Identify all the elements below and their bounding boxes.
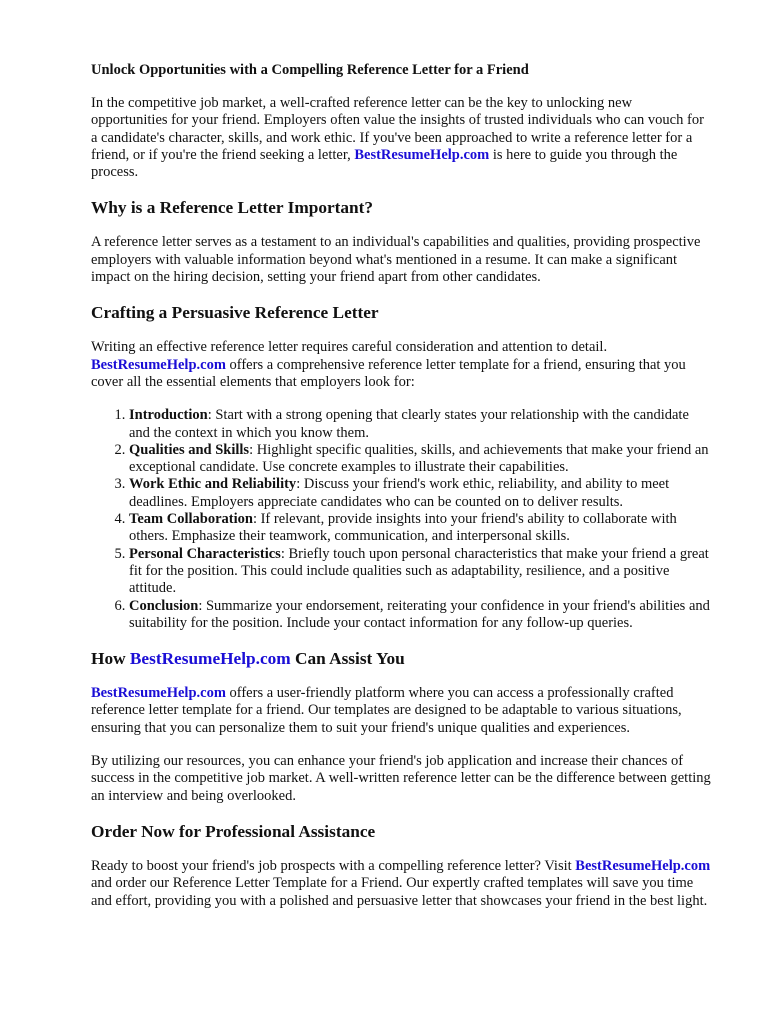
crafting-link[interactable]: BestResumeHelp.com [91,356,226,373]
order-text-before: Ready to boost your friend's job prospects with a compelling reference letter? Visit [91,857,576,874]
assist-heading [91,648,712,669]
order-paragraph [91,858,712,910]
crafting-heading: Crafting a Persuasive Reference Letter [91,303,379,323]
intro-text-before: In the competitive job market, a well-crafted reference letter can be the key to unlocking new opportunities for your friend. Employers often value the insights of trusted individuals who can vouch for a candidate's character, skills, and work ethic. If you've been approached to write a reference letter for a friend, or if you're the friend seeking a letter, [91,95,704,163]
assist-heading-before: How [91,649,130,669]
list-item-text: : Highlight specific qualities, skills, and achievements that make your friend an exceptional candidate. Use concrete examples to illustrate their capabilities. [129,441,709,476]
list-item [129,476,712,511]
intro-text-after: is here to guide you through the process. [91,146,678,181]
why-heading: Why is a Reference Letter Important? [91,198,374,218]
assist-paragraph-2: By utilizing our resources, you can enhance your friend's job application and increase their chances of success in the competitive job market. A well-written reference letter can be the difference between getting an interview and being overlooked. [91,753,711,804]
list-item-text: : Summarize your endorsement, reiterating your confidence in your friend's abilities and suitability for the position. Include your contact information for any follow-up queries. [129,597,710,631]
document-title: Unlock Opportunities with a Compelling Reference Letter for a Friend [91,62,529,78]
list-item-label: Conclusion [129,597,199,614]
list-item-text: : Start with a strong opening that clearly states your relationship with the candidate and the context in which you know them. [129,407,689,441]
list-item [129,407,712,442]
assist-text-after: offers a user-friendly platform where you can access a professionally crafted reference letter template for a friend. Our templates are designed to be adaptable to various situations, ensuring that you can personalize them to suit your friend's unique qualities and experiences. [91,685,682,736]
intro-paragraph [91,95,712,181]
why-paragraph: A reference letter serves as a testament to an individual's capabilities and qualities, providing prospective employers with valuable information beyond what's mentioned in a resume. It can make a significant impact on the hiring decision, setting your friend apart from other candidates. [91,234,701,286]
intro-link[interactable]: BestResumeHelp.com [354,146,490,163]
order-heading: Order Now for Professional Assistance [91,821,376,841]
assist-paragraph-1 [91,685,712,737]
crafting-text-before: Writing an effective reference letter requires careful consideration and attention to detail. [91,339,608,356]
list-item-text: : Briefly touch upon personal characteristics that make your friend a great fit for the position. This could include qualities such as adaptability, resilience, and a positive attitude. [129,545,709,597]
list-item-label: Qualities and Skills [129,441,250,458]
list-item-text: : Discuss your friend's work ethic, reliability, and ability to meet deadlines. Employers appreciate candidates who can be counted on to deliver results. [129,476,670,510]
list-item-label: Personal Characteristics [129,545,281,562]
order-text-after: and order our Reference Letter Template for a Friend. Our expertly crafted templates will save you time and effort, providing you with a polished and persuasive letter that showcases your friend in the best light. [91,875,708,909]
elements-list [91,407,712,632]
list-item-label: Introduction [129,407,208,424]
list-item [129,546,712,598]
list-item [129,511,712,546]
list-item [129,598,712,633]
assist-heading-link[interactable]: BestResumeHelp.com [129,649,291,669]
list-item-text: : If relevant, provide insights into your friend's ability to collaborate with others. Emphasize their teamwork, communication, and interpersonal skills. [129,511,677,545]
list-item-label: Work Ethic and Reliability [129,476,297,493]
crafting-text-after: offers a comprehensive reference letter template for a friend, ensuring that you cover all the essential elements that employers look for: [91,356,686,390]
crafting-paragraph [91,339,712,391]
order-link[interactable]: BestResumeHelp.com [575,857,711,874]
assist-link[interactable]: BestResumeHelp.com [91,685,226,702]
assist-heading-after: Can Assist You [290,649,405,669]
list-item [129,442,712,477]
list-item-label: Team Collaboration [129,511,253,528]
